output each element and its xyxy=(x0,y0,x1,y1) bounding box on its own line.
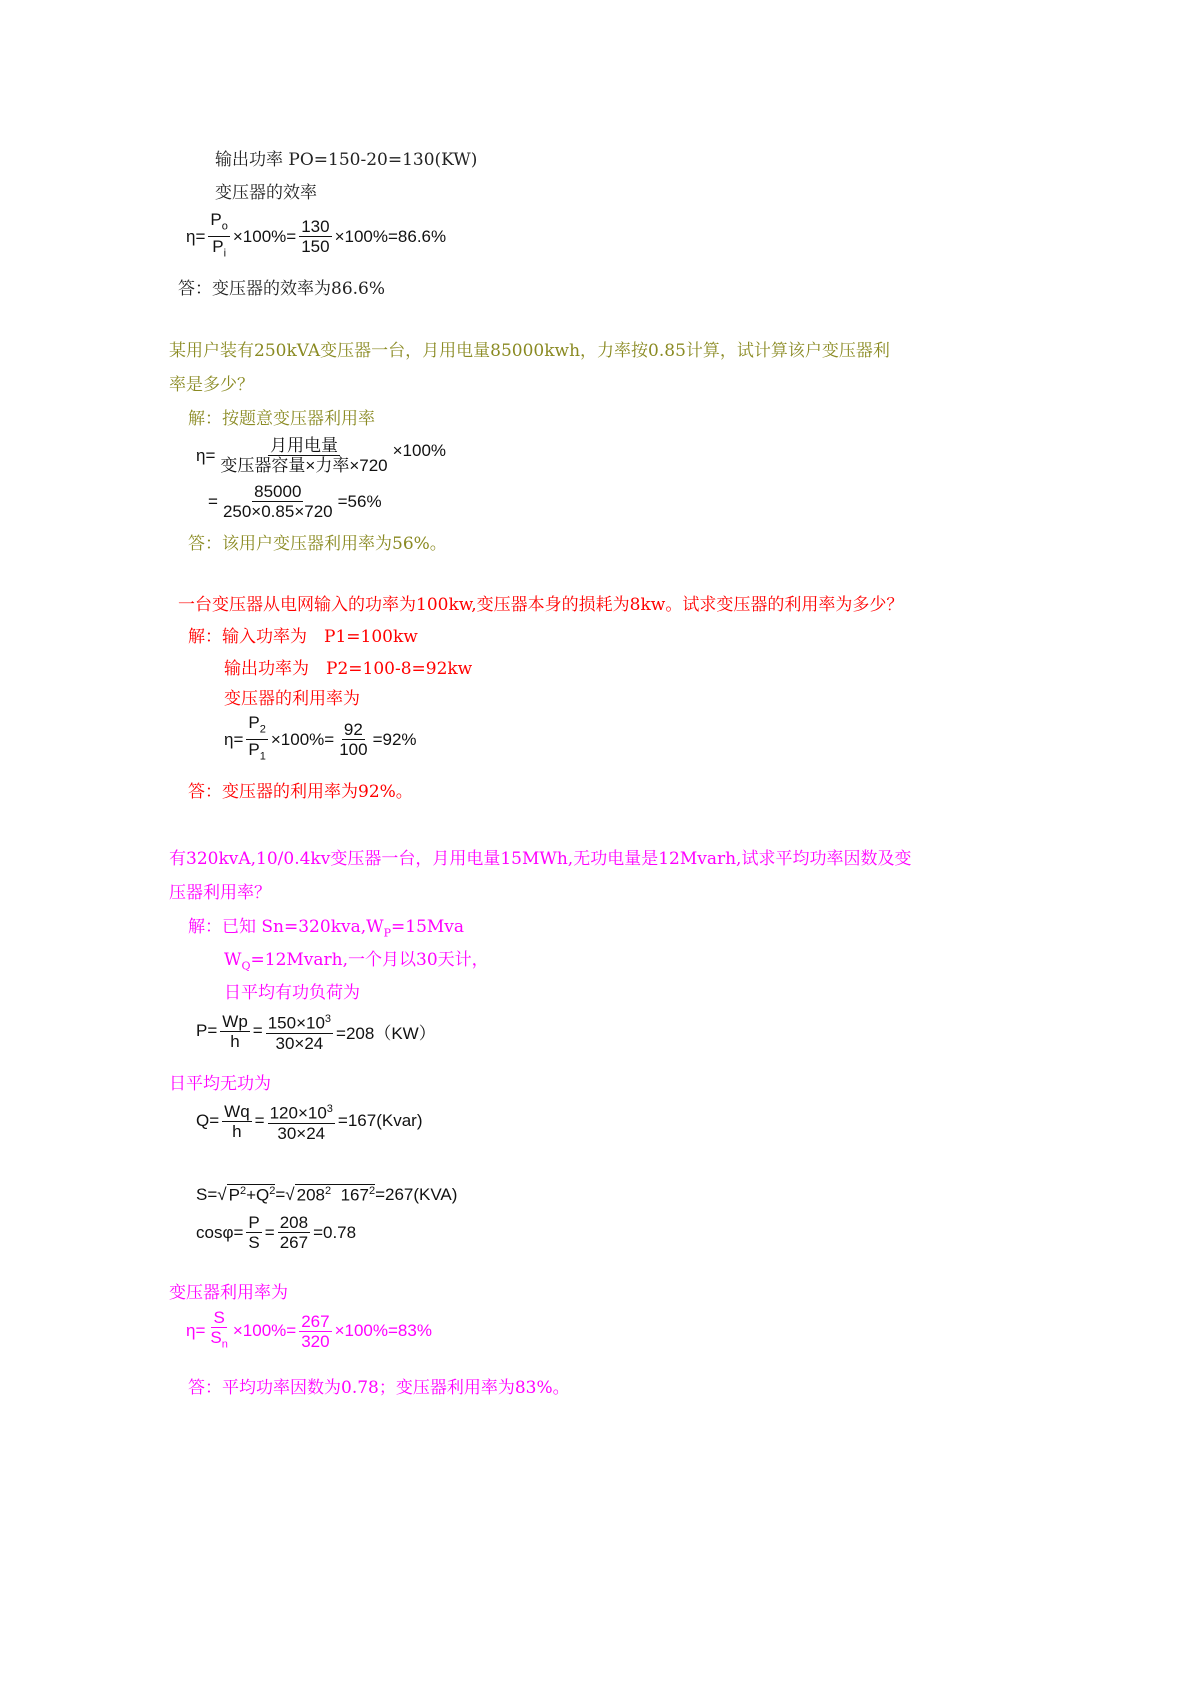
formula-utilization-calc xyxy=(208,482,382,521)
solution-line: 日平均有功负荷为 xyxy=(224,983,360,1003)
numerator: P xyxy=(248,1213,260,1232)
fraction xyxy=(221,482,335,521)
formula-text: P= xyxy=(196,1021,218,1041)
formula-text: =267(KVA) xyxy=(375,1184,458,1204)
formula-text: ×100%=86.6% xyxy=(334,226,447,246)
text-line: 变压器的效率 xyxy=(215,183,317,203)
formula-utilization xyxy=(224,713,417,767)
numerator: 月用电量 xyxy=(270,436,338,455)
answer: 答：变压器的利用率为92%。 xyxy=(188,782,413,802)
formula-text: =0.78 xyxy=(313,1222,357,1242)
solution-line xyxy=(224,949,489,977)
solution-line: 日平均无功为 xyxy=(169,1074,271,1094)
solution-line: 变压器利用率为 xyxy=(169,1283,288,1303)
numerator: S xyxy=(213,1308,225,1327)
question: 某用户装有250kVA变压器一台，月用电量85000kwh，力率按0.85计算，试计算该户变压器利 xyxy=(169,341,890,361)
formula-text: Q= xyxy=(196,1111,220,1131)
numerator: 85000 xyxy=(254,482,302,501)
formula-text: ×100%= xyxy=(270,729,335,749)
formula-text: ×100% xyxy=(392,440,447,460)
superscript: 3 xyxy=(326,1103,333,1115)
answer: 答：平均功率因数为0.78；变压器利用率为83%。 xyxy=(188,1378,570,1398)
formula-active-power xyxy=(196,1010,436,1053)
text-line: 输出功率 PO=150-20=130(KW) xyxy=(215,150,478,170)
answer: 答：该用户变压器利用率为56%。 xyxy=(188,534,447,554)
fraction xyxy=(208,210,229,264)
formula-text: η= xyxy=(196,445,216,465)
numerator: 130 xyxy=(301,217,330,237)
fraction xyxy=(278,1213,310,1252)
denominator: 30×24 xyxy=(277,1123,326,1143)
denominator: 267 xyxy=(279,1233,309,1252)
formula-utilization xyxy=(196,436,446,475)
formula-text: ×100%=83% xyxy=(334,1321,432,1341)
radicand: $208^2$ $167^2$ xyxy=(296,1185,376,1205)
subscript: o xyxy=(221,220,228,233)
solution-line: 输出功率为 P2=100-8=92kw xyxy=(224,659,473,679)
fraction xyxy=(268,1100,335,1143)
superscript: 3 xyxy=(324,1013,332,1025)
text: W xyxy=(224,950,242,970)
formula-text: cosφ= xyxy=(196,1222,244,1242)
formula-text: S=√ xyxy=(196,1184,227,1204)
fraction xyxy=(299,1312,331,1351)
formula-text: = xyxy=(264,1222,275,1242)
radicand: $P^2+Q^2$ xyxy=(228,1185,276,1205)
question: 压器利用率？ xyxy=(169,883,271,903)
subscript: i xyxy=(223,247,227,260)
fraction xyxy=(266,1010,333,1053)
denominator: P xyxy=(248,740,260,760)
fraction xyxy=(246,713,267,767)
denominator: 变压器容量×力率×720 xyxy=(220,456,388,475)
denominator: h xyxy=(232,1121,242,1141)
fraction xyxy=(208,1308,229,1354)
formula-text: η= xyxy=(224,729,244,749)
formula-efficiency xyxy=(186,210,446,264)
denominator: S xyxy=(248,1233,260,1252)
fraction xyxy=(222,1102,252,1141)
solution-line xyxy=(188,916,464,944)
numerator: 120×10 xyxy=(269,1103,327,1123)
text: 解：已知 Sn=320kva,W xyxy=(188,917,384,937)
formula-reactive-power xyxy=(196,1100,423,1143)
formula-text: =56% xyxy=(337,491,382,511)
text: =15Mva xyxy=(391,917,465,937)
formula-text: η= xyxy=(186,1321,206,1341)
formula-text: ×100%= xyxy=(232,1321,297,1341)
subscript: Q xyxy=(241,959,251,973)
solution-line: 解：按题意变压器利用率 xyxy=(188,409,375,429)
solution-line: 变压器的利用率为 xyxy=(224,689,360,709)
question: 有320kvA,10/0.4kv变压器一台，月用电量15MWh,无功电量是12Mvarh,试求平均功率因数及变 xyxy=(169,849,912,869)
formula-text: = xyxy=(208,491,218,511)
subscript: n xyxy=(221,1338,228,1351)
numerator: 267 xyxy=(301,1311,330,1331)
text: =12Mvarh,一个月以30天计， xyxy=(250,950,489,970)
formula-text: =167(Kvar) xyxy=(337,1111,423,1131)
denominator: P xyxy=(212,237,224,257)
fraction xyxy=(246,1213,261,1252)
formula-text: =92% xyxy=(372,729,417,749)
denominator: 30×24 xyxy=(275,1033,324,1053)
denominator: 320 xyxy=(301,1331,330,1351)
subscript: 1 xyxy=(259,750,266,763)
formula-power-factor xyxy=(196,1213,356,1252)
fraction xyxy=(299,217,331,256)
numerator: 92 xyxy=(343,720,363,740)
formula-text: = xyxy=(254,1111,265,1131)
formula-text: = xyxy=(252,1021,263,1041)
fraction xyxy=(220,1012,250,1051)
numerator: Wq xyxy=(224,1101,250,1121)
denominator: S xyxy=(210,1328,222,1347)
numerator: 208 xyxy=(279,1213,309,1232)
denominator: 100 xyxy=(339,740,368,760)
numerator: 150×10 xyxy=(267,1013,325,1033)
formula-text: =208（KW） xyxy=(336,1023,436,1043)
denominator: 150 xyxy=(301,237,330,257)
subscript: 2 xyxy=(259,723,266,736)
formula-text: =√ xyxy=(275,1184,295,1204)
answer: 答：变压器的效率为86.6% xyxy=(178,279,386,299)
formula-apparent-power xyxy=(196,1184,457,1206)
formula-transformer-utilization xyxy=(186,1308,432,1354)
denominator: h xyxy=(230,1031,240,1051)
formula-text: η= xyxy=(186,226,206,246)
question: 率是多少？ xyxy=(169,375,254,395)
fraction xyxy=(337,720,369,759)
formula-text: ×100%= xyxy=(232,226,297,246)
solution-line: 解：输入功率为 P1=100kw xyxy=(188,627,418,647)
numerator: P xyxy=(248,713,260,732)
subscript: P xyxy=(383,926,392,940)
denominator: 250×0.85×720 xyxy=(222,502,333,521)
numerator: P xyxy=(210,210,222,229)
question: 一台变压器从电网输入的功率为100kw,变压器本身的损耗为8kw。试求变压器的利用率为多少？ xyxy=(178,595,904,615)
fraction xyxy=(218,436,389,475)
numerator: Wp xyxy=(222,1011,248,1031)
